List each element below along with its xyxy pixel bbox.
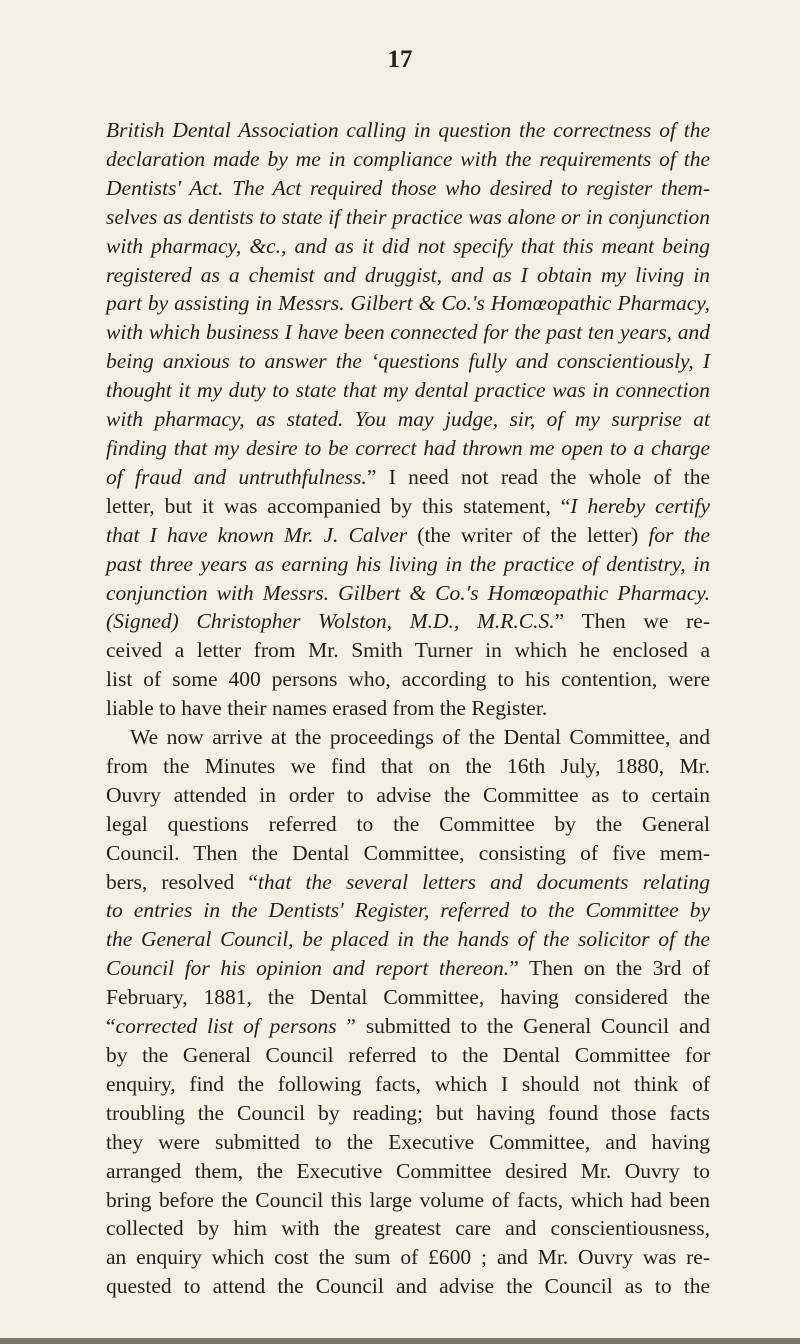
italic-text: the General Council, be placed in the hands of the solicitor of the [106, 927, 710, 952]
text-line [106, 116, 710, 145]
text-line [106, 145, 710, 174]
text-line [106, 405, 710, 434]
text-line [106, 261, 710, 290]
roman-text: ” Then we re- [554, 609, 710, 634]
roman-text: We now arrive at the proceedings of the Dental Committee, and [130, 725, 710, 750]
page-edge-shadow [0, 1338, 800, 1344]
roman-text: by the General Council referred to the Dental Committee for [106, 1043, 710, 1067]
text-line [106, 607, 710, 636]
roman-text: ceived a letter from Mr. Smith Turner in which he enclosed a [106, 638, 710, 663]
text-line [106, 318, 710, 347]
roman-text: ” submitted to the General Council and [336, 1014, 711, 1039]
italic-text: being anxious to answer the ‘questions fully and conscientiously, I [106, 349, 710, 374]
text-line [106, 232, 710, 261]
text-line [106, 579, 710, 608]
roman-text: February, 1881, the Dental Committee, having considered the [106, 985, 710, 1010]
text-line [106, 203, 710, 232]
italic-text: with which business I have been connected for the past ten years, and [106, 320, 710, 345]
roman-text: liable to have their names erased from the Register. [106, 696, 548, 721]
italic-text: British Dental Association calling in question the correctness of the [106, 118, 710, 142]
roman-text: ” I need not read the whole of the [366, 464, 710, 489]
roman-text: enquiry, find the following facts, which I should not think of [106, 1071, 710, 1096]
text-line [106, 521, 710, 550]
roman-text: letter, but it was accompanied by this statement, “ [106, 493, 571, 518]
italic-text: with pharmacy, &c., and as it did not specify that this meant being [106, 233, 710, 258]
text-line [106, 1012, 710, 1041]
text-line [106, 463, 710, 492]
roman-text: an enquiry which cost the sum of £600 ; and Mr. Ouvry was re- [106, 1245, 710, 1270]
text-line [106, 636, 710, 665]
text-line [106, 1186, 710, 1215]
roman-text: Ouvry attended in order to advise the Committee as to certain [106, 782, 710, 807]
text-line [106, 983, 710, 1012]
italic-text: I hereby certify [570, 493, 710, 518]
text-line [106, 954, 710, 983]
text-line [106, 347, 710, 376]
italic-text: selves as dentists to state if their practice was alone or in conjunction [106, 204, 710, 229]
text-line [106, 1128, 710, 1157]
italic-text: that the several letters and documents relating [257, 869, 710, 894]
italic-text: thought it my duty to state that my dental practice was in connection [106, 378, 710, 403]
roman-text: troubling the Council by reading; but having found those facts [106, 1100, 710, 1125]
roman-text: collected by him with the greatest care and conscientiousness, [106, 1216, 710, 1241]
roman-text: from the Minutes we find that on the 16th July, 1880, Mr. [106, 753, 710, 778]
text-line [106, 839, 710, 868]
italic-text: of fraud and untruthfulness. [106, 464, 367, 489]
text-line [106, 289, 710, 318]
text-line [106, 896, 710, 925]
text-line [106, 434, 710, 463]
text-line [106, 723, 710, 752]
italic-text: conjunction with Messrs. Gilbert & Co.'s Homœopathic Pharmacy. [106, 580, 710, 605]
italic-text: declaration made by me in compliance with the requirements of the [106, 146, 710, 171]
italic-text: for the [648, 522, 710, 547]
italic-text: registered as a chemist and druggist, and as I obtain my living in [106, 262, 710, 287]
italic-text: past three years as earning his living in the practice of dentistry, in [106, 551, 710, 576]
italic-text: part by assisting in Messrs. Gilbert & Co.'s Homœopathic Pharmacy, [106, 291, 710, 316]
italic-text: with pharmacy, as stated. You may judge, sir, of my surprise at [106, 407, 710, 432]
roman-text: they were submitted to the Executive Committee, and having [106, 1129, 710, 1154]
text-line [106, 550, 710, 579]
roman-text: arranged them, the Executive Committee desired Mr. Ouvry to [106, 1158, 710, 1183]
roman-text: “ [106, 1014, 116, 1039]
italic-text: that I have known Mr. J. Calver [106, 522, 408, 547]
roman-text: quested to attend the Council and advise the Council as to the [106, 1274, 710, 1299]
italic-text: (Signed) Christopher Wolston, M.D., M.R.C.S. [106, 609, 555, 634]
text-line [106, 781, 710, 810]
text-line [106, 376, 710, 405]
roman-text: legal questions referred to the Committee by the General [106, 811, 710, 836]
text-line [106, 925, 710, 954]
text-line [106, 1157, 710, 1186]
text-line [106, 665, 710, 694]
text-line [106, 1214, 710, 1243]
text-line [106, 868, 710, 897]
roman-text: ” Then on the 3rd of [509, 956, 710, 981]
body-text [106, 116, 710, 1301]
text-line [106, 1099, 710, 1128]
text-line [106, 492, 710, 521]
text-line [106, 694, 710, 723]
roman-text: Council. Then the Dental Committee, consisting of five mem- [106, 840, 710, 865]
text-line [106, 1070, 710, 1099]
italic-text: corrected list of persons [115, 1014, 337, 1039]
text-line [106, 174, 710, 203]
roman-text: bers, resolved “ [106, 869, 258, 894]
page-number: 17 [387, 46, 413, 73]
text-line [106, 1041, 710, 1070]
italic-text: finding that my desire to be correct had thrown me open to a charge [106, 435, 710, 460]
text-line [106, 752, 710, 781]
italic-text: to entries in the Dentists' Register, referred to the Committee by [106, 898, 710, 923]
roman-text: list of some 400 persons who, according to his contention, were [106, 667, 710, 692]
text-line [106, 1243, 710, 1272]
text-line [106, 1272, 710, 1301]
roman-text: (the writer of the letter) [407, 522, 649, 547]
roman-text: bring before the Council this large volume of facts, which had been [106, 1187, 710, 1212]
italic-text: Council for his opinion and report thereon. [106, 956, 510, 981]
italic-text: Dentists' Act. The Act required those who desired to register them- [106, 175, 710, 200]
text-line [106, 810, 710, 839]
